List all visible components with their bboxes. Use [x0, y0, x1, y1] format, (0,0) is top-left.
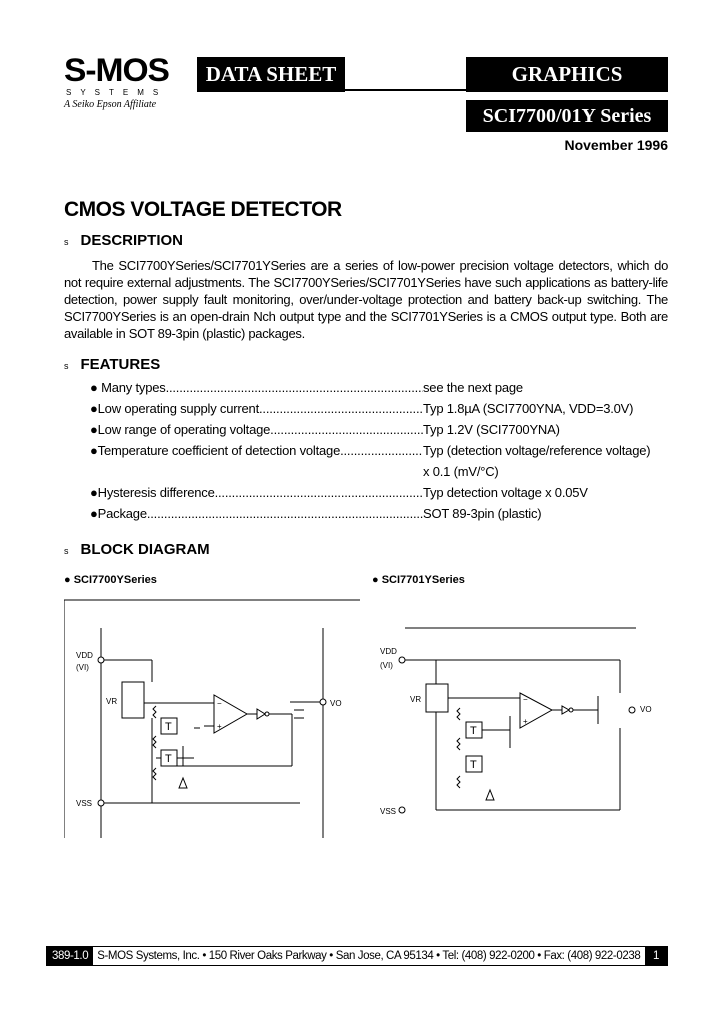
bullet-icon: ● — [90, 506, 98, 521]
sci7700y-block-diagram — [64, 598, 360, 838]
page-title: CMOS VOLTAGE DETECTOR — [64, 198, 342, 221]
vo-label: VO — [640, 705, 652, 714]
feature-item-continuation — [90, 464, 670, 485]
bullet-icon: ● — [90, 443, 98, 458]
vdd-label: VDD — [76, 651, 93, 660]
feature-value: see the next page — [423, 380, 523, 395]
feature-item — [90, 485, 670, 506]
series-banner: SCI7700/01Y Series — [466, 100, 668, 132]
feature-value: Typ detection voltage x 0.05V — [423, 485, 588, 500]
bullet-icon: ● — [90, 401, 98, 416]
block-diagram-heading — [64, 541, 210, 558]
vi-label: (VI) — [76, 663, 89, 672]
feature-label: Hysteresis difference — [97, 485, 215, 500]
vi-label: (VI) — [380, 661, 393, 670]
doc-code: 389-1.0 — [47, 947, 93, 965]
t-block-label: T — [165, 753, 172, 765]
bullet-icon: ● — [90, 380, 98, 395]
bullet-icon: ● — [372, 574, 379, 586]
minus-label: − — [217, 699, 222, 708]
page-number: 1 — [645, 947, 667, 965]
feature-value: SOT 89-3pin (plastic) — [423, 506, 542, 521]
features-heading — [64, 356, 160, 373]
feature-item — [90, 506, 670, 527]
plus-label: + — [523, 717, 528, 726]
category-banner: GRAPHICS — [466, 57, 668, 92]
feature-label: Low operating supply current — [97, 401, 259, 416]
vdd-label: VDD — [380, 647, 397, 656]
feature-item — [90, 422, 670, 443]
vr-label: VR — [106, 697, 118, 706]
publication-date: November 1996 — [564, 137, 668, 153]
feature-label: Many types — [101, 380, 166, 395]
feature-value: x 0.1 (mV/°C) — [423, 464, 499, 479]
section-marker: s — [64, 237, 69, 247]
bullet-icon: ● — [90, 485, 98, 500]
feature-item — [90, 443, 670, 464]
feature-label: Temperature coefficient of detection voltage — [97, 443, 341, 458]
minus-label: − — [523, 695, 528, 704]
t-block-label: T — [470, 759, 477, 771]
bullet-icon: ● — [90, 422, 98, 437]
left-diagram-title — [64, 574, 157, 586]
logo-subtitle: SYSTEMS — [66, 88, 168, 97]
bullet-icon: ● — [64, 574, 71, 586]
feature-value: Typ 1.8µA (SCI7700YNA, VDD=3.0V) — [423, 401, 634, 416]
doc-type-banner: DATA SHEET — [197, 57, 345, 92]
feature-label: Package — [97, 506, 147, 521]
header-divider — [345, 89, 466, 91]
logo-tagline: A Seiko Epson Affiliate — [64, 99, 157, 110]
diagram-title-text: SCI7700YSeries — [73, 574, 157, 586]
section-marker: s — [64, 361, 69, 371]
t-block-label: T — [165, 721, 172, 733]
right-diagram-title — [372, 574, 465, 586]
section-marker: s — [64, 546, 69, 556]
description-heading — [64, 232, 183, 249]
t-block-label: T — [470, 725, 477, 737]
sci7701y-block-diagram — [370, 598, 670, 838]
company-logo: S-MOS — [64, 52, 169, 88]
heading-text: DESCRIPTION — [80, 232, 184, 249]
vss-label: VSS — [76, 799, 93, 808]
company-address: S-MOS Systems, Inc. • 150 River Oaks Parkway • San Jose, CA 95134 • Tel: (408) 922-0200 • Fax: (408) 922-0238 — [97, 950, 641, 962]
feature-item — [90, 380, 670, 401]
feature-item — [90, 401, 670, 422]
page-footer — [46, 946, 668, 966]
feature-label: Low range of operating voltage — [97, 422, 271, 437]
vo-label: VO — [330, 699, 342, 708]
feature-value: Typ 1.2V (SCI7700YNA) — [423, 422, 560, 437]
heading-text: BLOCK DIAGRAM — [80, 541, 210, 558]
diagram-title-text: SCI7701YSeries — [381, 574, 465, 586]
vr-label: VR — [410, 695, 422, 704]
vss-label: VSS — [380, 807, 397, 816]
plus-label: + — [217, 722, 222, 731]
description-text: The SCI7700YSeries/SCI7701YSeries are a series of low-power precision voltage detectors, which do not require external adjustments. The SCI7700YSeries/SCI7701YSeries have such applications as battery-life detection, power supply fault monitoring, over/under-voltage protection and battery back-up switching. The SCI7700YSeries is an open-drain Nch output type and the SCI7701YSeries is a CMOS output type. Both are available in SOT 89-3pin (plastic) packages. — [64, 258, 668, 341]
feature-value: Typ (detection voltage/reference voltage) — [423, 443, 651, 458]
heading-text: FEATURES — [80, 356, 161, 373]
